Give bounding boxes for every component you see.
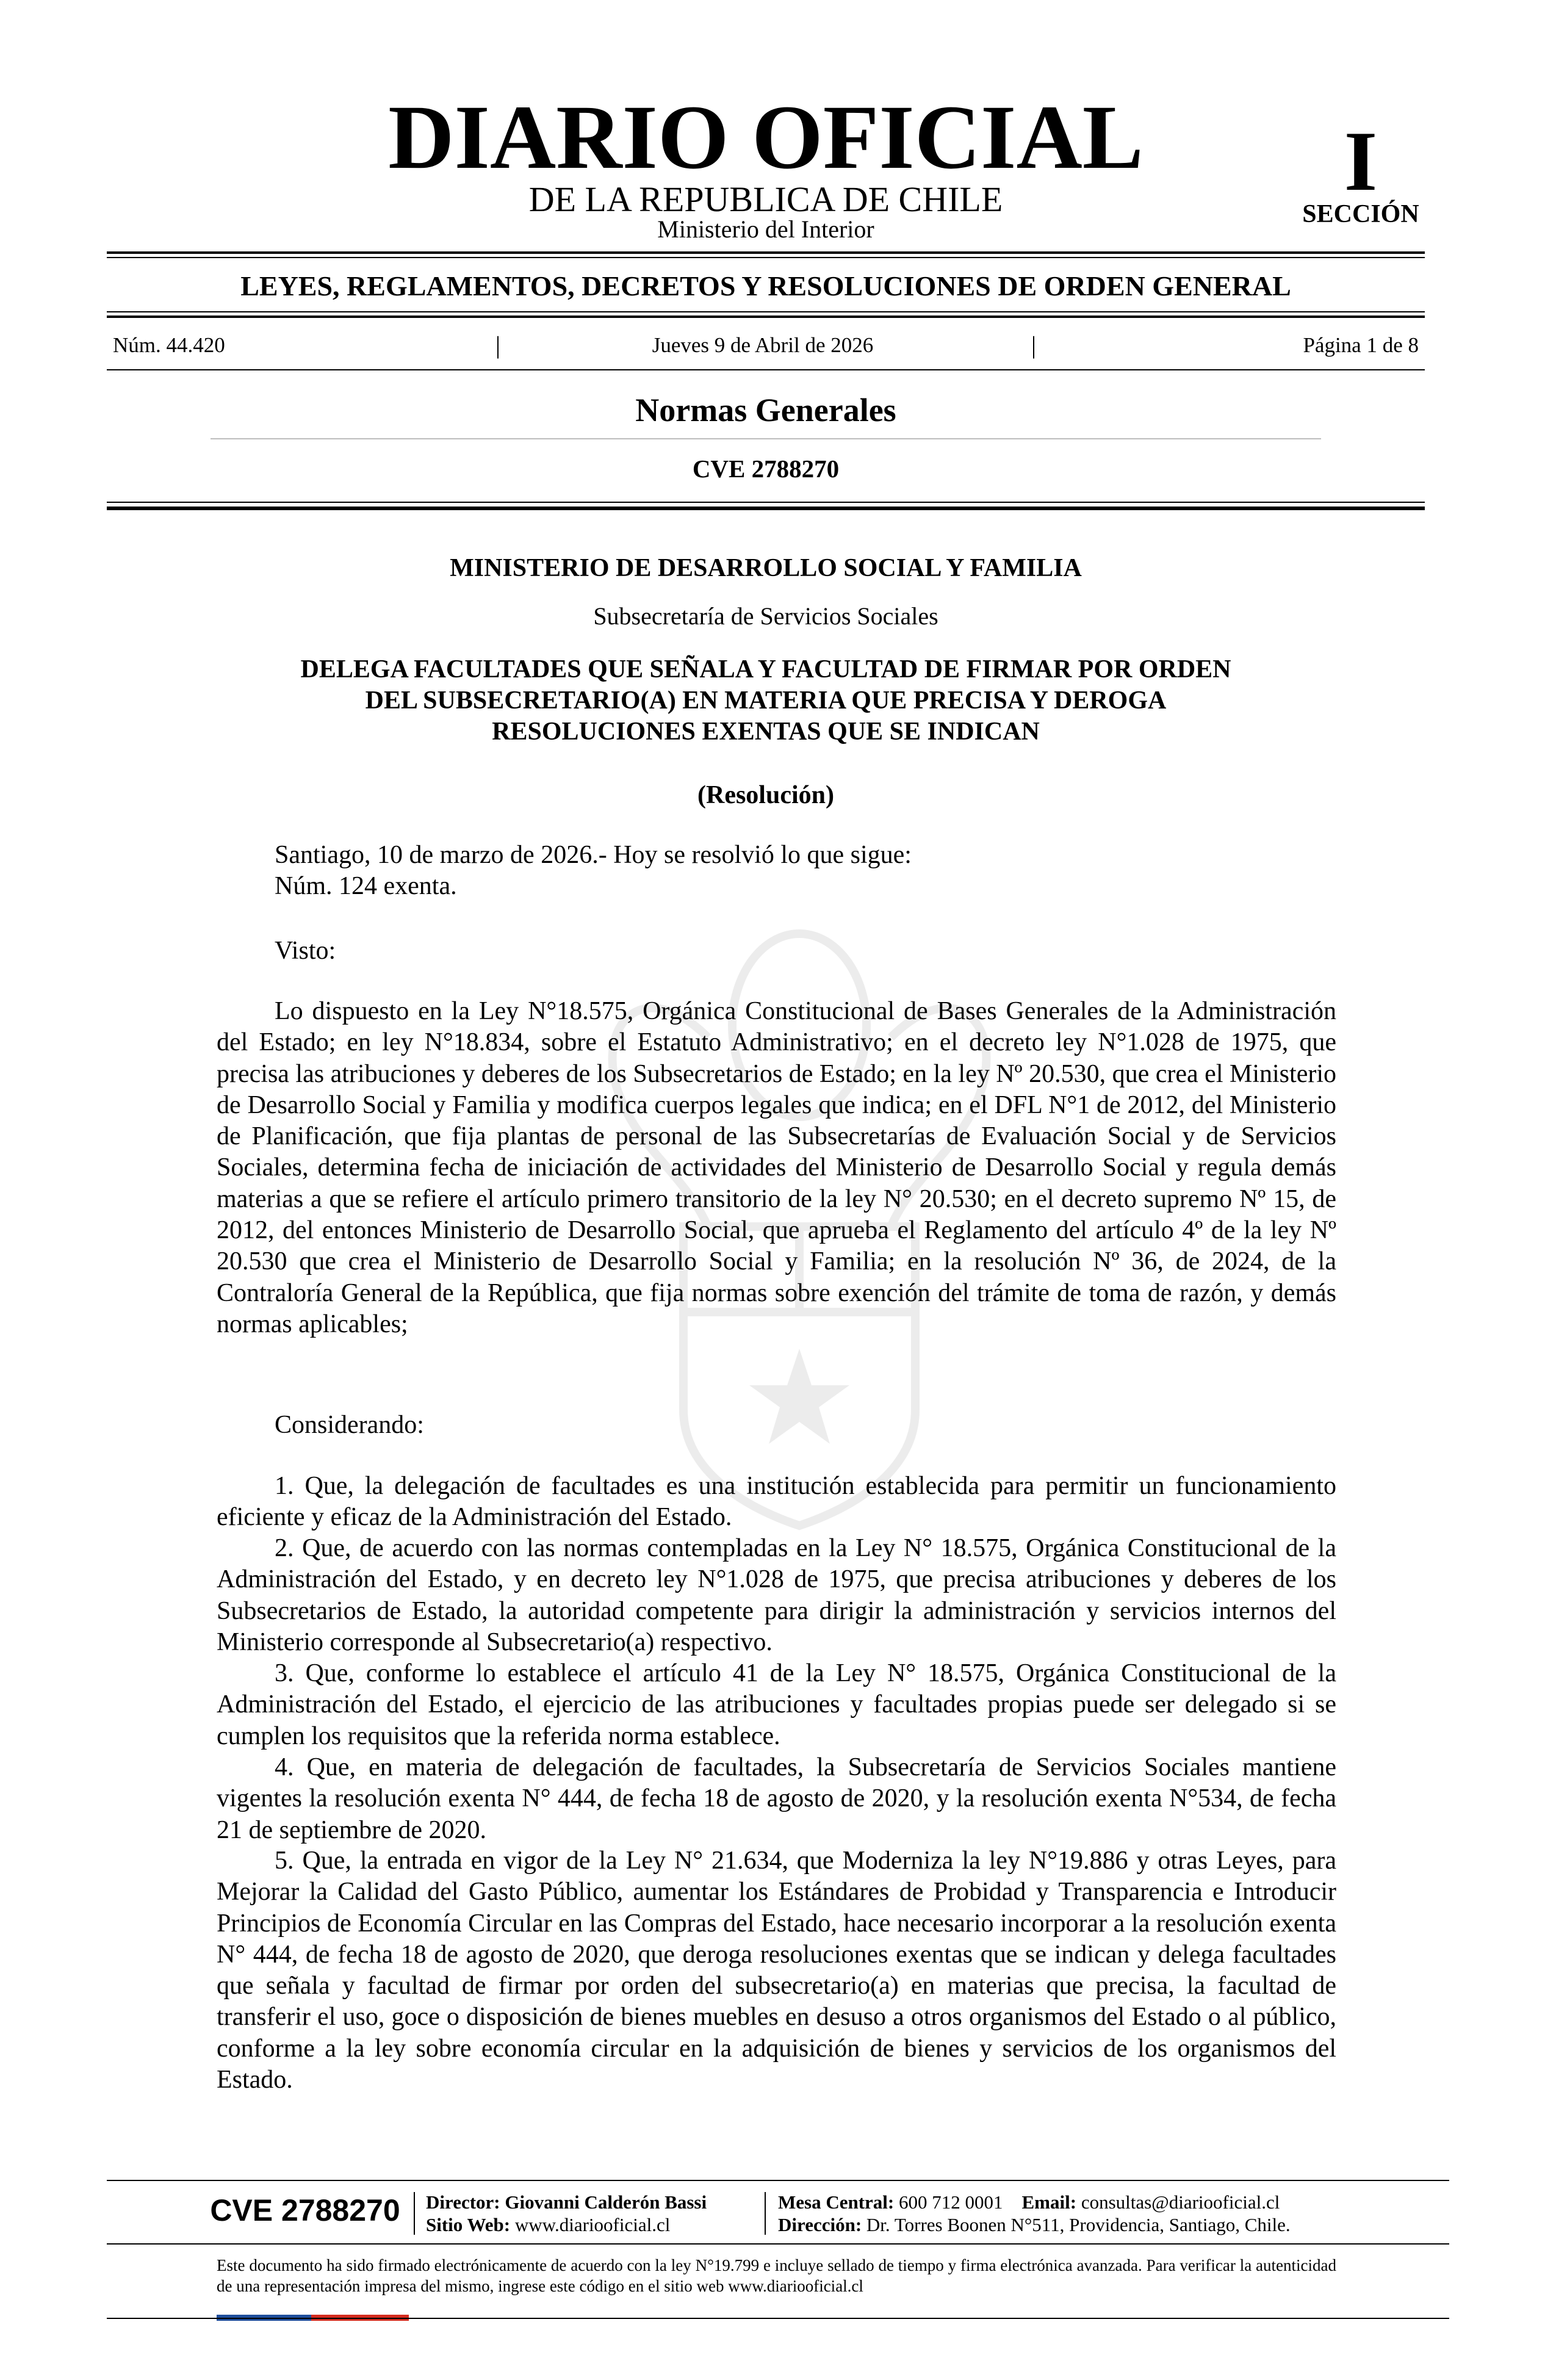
masthead-ministry: Ministerio del Interior xyxy=(657,215,874,243)
masthead-title: DIARIO OFICIAL xyxy=(388,87,1144,188)
resolution-title-line: DELEGA FACULTADES QUE SEÑALA Y FACULTAD DE FIRMAR POR ORDEN xyxy=(300,655,1231,683)
header-rule-1 xyxy=(107,251,1425,254)
address-label: Dirección: xyxy=(778,2214,862,2235)
considerando-heading: Considerando: xyxy=(275,1411,424,1439)
masthead-subtitle: DE LA REPUBLICA DE CHILE xyxy=(528,179,1003,219)
meta-separator-1: | xyxy=(495,331,501,359)
issue-number: Núm. 44.420 xyxy=(113,333,225,357)
director-label: Director: xyxy=(426,2191,500,2213)
page-indicator: Página 1 de 8 xyxy=(1303,333,1419,357)
meta-rule xyxy=(107,369,1425,370)
header-rule-3 xyxy=(107,311,1425,312)
footer-contact xyxy=(778,2191,1388,2236)
body-top-rule-1 xyxy=(107,502,1425,503)
ministry-heading: MINISTERIO DE DESARROLLO SOCIAL Y FAMILIA xyxy=(450,554,1082,582)
section-label: SECCIÓN xyxy=(1302,200,1419,228)
email-label: Email: xyxy=(1021,2191,1077,2213)
visto-heading: Visto: xyxy=(275,937,336,965)
website-label: Sitio Web: xyxy=(426,2214,511,2235)
footer-cve-code: CVE 2788270 xyxy=(210,2193,400,2227)
header-rule-2 xyxy=(107,257,1425,258)
director-name: Giovanni Calderón Bassi xyxy=(505,2191,707,2213)
address-value: Dr. Torres Boonen N°511, Providencia, Santiago, Chile. xyxy=(866,2214,1291,2235)
subsecretaria-heading: Subsecretaría de Servicios Sociales xyxy=(593,602,938,630)
cve-code: CVE 2788270 xyxy=(692,455,840,483)
considerando-item: 3. Que, conforme lo establece el artículo 41 de la Ley N° 18.575, Orgánica Constitucional de la Administración del Estado, el ejercicio de las atribuciones y facultades propias puede ser delegado si se cumplen los requisitos que la referida norma establece. xyxy=(217,1659,1336,1750)
website-link[interactable]: www.diariooficial.cl xyxy=(514,2214,671,2235)
place-date: Santiago, 10 de marzo de 2026.- Hoy se resolvió lo que sigue: xyxy=(275,841,912,869)
resolution-title-line: RESOLUCIONES EXENTAS QUE SE INDICAN xyxy=(492,718,1040,746)
footer-rule-top xyxy=(107,2180,1449,2181)
mesa-label: Mesa Central: xyxy=(778,2191,895,2213)
footer-director xyxy=(426,2191,768,2236)
issue-date: Jueves 9 de Abril de 2026 xyxy=(652,333,874,357)
verification-note: Este documento ha sido firmado electrónicamente de acuerdo con la ley N°19.799 e incluye sellado de tiempo y firma electrónica avanzada. Para verificar la autenticidad de una representación impresa del mismo, ingrese este código en el sitio web www.diariooficial.cl xyxy=(217,2256,1336,2295)
header-rule-4 xyxy=(107,316,1425,318)
considerando-item: 1. Que, la delegación de facultades es una institución establecida para permitir un funcionamiento eficiente y eficaz de la Administración del Estado. xyxy=(217,1472,1336,1532)
section-title: Normas Generales xyxy=(635,392,896,428)
resolution-type: (Resolución) xyxy=(697,781,834,809)
mesa-value: 600 712 0001 xyxy=(899,2191,1003,2213)
footer-rule-mid xyxy=(107,2243,1449,2245)
category-bar: LEYES, REGLAMENTOS, DECRETOS Y RESOLUCIONES DE ORDEN GENERAL xyxy=(240,270,1291,301)
meta-separator-2: | xyxy=(1031,331,1037,359)
body-top-rule-2 xyxy=(107,507,1425,510)
section-number: I xyxy=(1344,114,1378,209)
footer-divider-2 xyxy=(765,2192,766,2235)
email-link[interactable]: consultas@diariooficial.cl xyxy=(1081,2191,1280,2213)
visto-paragraph: Lo dispuesto en la Ley N°18.575, Orgánica Constitucional de Bases Generales de la Administración del Estado; en ley N°18.834, sobre el Estatuto Administrativo; en el decreto ley N°1.028 de 1975, que precisa las atribuciones y deberes de los Subsecretarios de Estado; en la ley Nº 20.530, que crea el Ministerio de Desarrollo Social y Familia y modifica cuerpos legales que indica; en el DFL N°1 de 2012, del Ministerio de Planificación, que fija plantas de personal de las Subsecretarías de Evaluación Social y de Servicios Sociales, determina fecha de iniciación de actividades del Ministerio de Desarrollo Social y regula demás materias a que se refiere el artículo primero transitorio de la ley N° 20.530; en el decreto supremo Nº 15, de 2012, del entonces Ministerio de Desarrollo Social, que aprueba el Reglamento del artículo 4º de la ley Nº 20.530 que crea el Ministerio de Desarrollo Social y Familia; en la resolución Nº 36, de 2024, de la Contraloría General de la República, que fija normas sobre exención del trámite de toma de razón, y demás normas aplicables; xyxy=(217,997,1336,1338)
footer-divider-1 xyxy=(414,2192,415,2235)
section-title-rule xyxy=(211,438,1321,439)
footer-rule-bottom xyxy=(107,2318,1449,2319)
resolution-title xyxy=(232,654,1300,748)
resolution-title-line: DEL SUBSECRETARIO(A) EN MATERIA QUE PRECISA Y DEROGA xyxy=(365,687,1167,715)
considerando-item: 5. Que, la entrada en vigor de la Ley N° 21.634, que Moderniza la ley N°19.886 y otras Leyes, para Mejorar la Calidad del Gasto Público, aumentar los Estándares de Probidad y Transparencia e Introducir Principios de Economía Circular en las Compras del Estado, hace necesario incorporar a la resolución exenta N° 444, de fecha 18 de agosto de 2020, que deroga resoluciones exentas que se indican y delega facultades que señala y facultad de firmar por orden del subsecretario(a) en materias que precisa, la facultad de transferir el uso, goce o disposición de bienes muebles en desuso a otros organismos del Estado o al público, conforme a la ley sobre economía circular en la adquisición de bienes y servicios de los organismos del Estado. xyxy=(217,1847,1336,2094)
considerando-item: 4. Que, en materia de delegación de facultades, la Subsecretaría de Servicios Sociales mantiene vigentes la resolución exenta N° 444, de fecha 18 de agosto de 2020, y la resolución exenta N°534, de fecha 21 de septiembre de 2020. xyxy=(217,1753,1336,1844)
resolution-number: Núm. 124 exenta. xyxy=(275,872,457,900)
considerando-item: 2. Que, de acuerdo con las normas contempladas en la Ley N° 18.575, Orgánica Constitucional de la Administración del Estado, y en decreto ley N°1.028 de 1975, que precisa atribuciones y deberes de los Subsecretarios de Estado, la autoridad competente para dirigir la administración y servicios internos del Ministerio corresponde al Subsecretario(a) respectivo. xyxy=(217,1534,1336,1656)
